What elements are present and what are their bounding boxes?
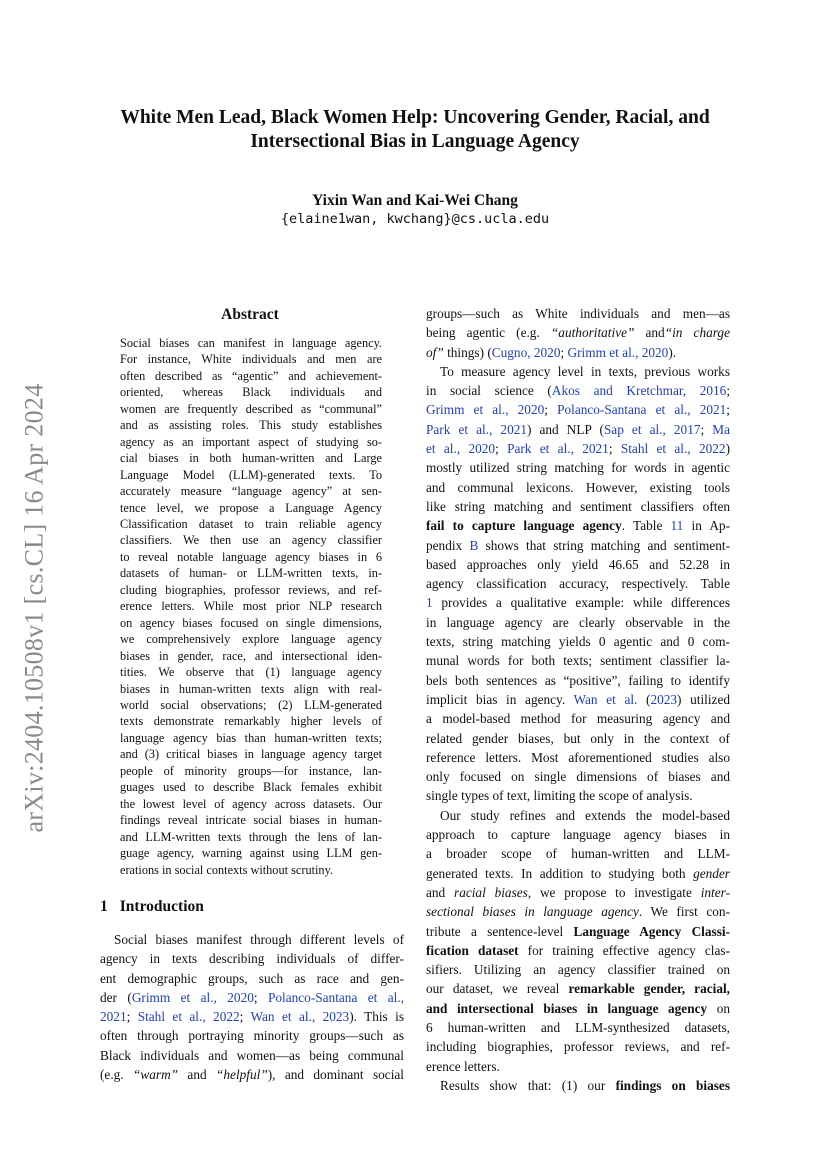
table-reference-link[interactable]: 1 [426,595,433,611]
text-line: ent demographic groups, such as race and gen- [100,970,404,986]
text-line: based approaches only yield 46.65 and 52.28 in [426,556,730,572]
citation-link[interactable]: Stahl et al., 2022 [620,441,726,457]
citation-link[interactable]: Wan et al., 2023 [250,1009,350,1025]
text-line [426,593,730,612]
text-line: bels both sentences as “positive”, failing to identify [426,672,730,688]
arxiv-identifier-stamp [22,365,48,850]
text-fragment: our dataset, we reveal [426,981,569,997]
citation-link[interactable]: Park et al., 2021 [426,421,528,437]
author-names: Yixin Wan and Kai-Wei Chang [312,192,518,209]
abstract-line: findings reveal intricate social biases in human- [120,813,382,828]
abstract-line: datasets of human- or LLM-written texts, in- [120,566,382,581]
text-line [426,999,730,1018]
citation-link[interactable]: Grimm et al., 2020 [426,402,545,418]
text-fragment: and [634,325,665,341]
text-fragment: in Ap- [683,518,730,534]
emphasis: sectional biases in language agency [426,904,639,920]
text-line: groups—such as White individuals and men—as [426,306,730,321]
abstract-line: we comprehensively explore language agency [120,632,382,647]
citation-link[interactable]: Akos and Kretchmar, 2016 [551,383,727,399]
citation-link[interactable]: 2021 [100,1009,127,1025]
citation-link[interactable]: Park et al., 2021 [507,441,609,457]
abstract-heading: Abstract [221,306,279,323]
text-line: like string matching and sentiment classifiers often [426,498,730,514]
citation-link[interactable]: et al., 2020 [426,441,496,457]
text-line: only focused on single dimensions of biases and [426,769,730,785]
text-fragment: ). [668,344,677,360]
text-fragment: ; [126,1009,138,1025]
text-line: including biographies, professor reviews, and ref- [426,1039,730,1055]
citation-link[interactable]: Grimm et al., 2020 [131,989,254,1005]
appendix-reference-link[interactable]: B [469,537,479,553]
text-line: Grimm et al., 2020; Polanco-Santana et al., 2021; [426,402,730,418]
text-fragment: utilized [681,691,730,707]
bold-phrase: findings on biases [615,1077,731,1093]
text-line: and communal lexicons. However, existing tools [426,479,730,495]
text-line: Black individuals and women—as being communal [100,1047,404,1063]
text-fragment: provides a qualitative example: while differences [432,595,730,611]
text-line: related gender biases, but only in the context of [426,730,730,746]
abstract-line: world social observations; (2) LLM-generated [120,697,382,712]
text-line [426,323,730,342]
text-line: munal words for both texts; sentiment classifier la- [426,653,730,669]
text-fragment: ). This is [349,1009,405,1025]
text-line: sifiers. Utilizing an agency classifier trained on [426,962,730,978]
text-fragment: ; [239,1009,251,1025]
text-fragment: , we propose to investigate [527,884,701,900]
text-fragment: and [426,884,455,900]
text-fragment: der ( [100,989,132,1005]
text-line: single types of text, limiting the scope of analysis. [426,788,693,804]
text-line [426,922,730,941]
text-line: et al., 2020; Park et al., 2021; Stahl et al., 2022) [426,441,730,457]
text-line [426,902,730,921]
text-line [426,883,730,902]
quoted-term: “authoritative” [550,325,635,341]
bold-phrase: fail to capture language agency [426,518,622,534]
text-line [426,516,730,535]
text-fragment: ; [253,989,268,1005]
text-line: reference letters. Most aforementioned studies also [426,749,730,765]
text-fragment: shows that string matching and sentiment- [478,537,731,553]
text-line [426,1076,730,1095]
abstract-line: the lowest level of agency across datasets. Our [120,796,382,811]
citation-link[interactable]: Polanco-Santana et al., 2021 [557,402,727,418]
paper-title [100,106,730,154]
abstract-line: agency as an important aspect of studying so- [120,434,382,449]
abstract-line: texts demonstrate remarkably higher levels of [120,714,382,729]
emphasis: inter- [700,884,730,900]
bold-phrase: fication dataset [426,942,519,958]
abstract-line: erence letters. While most prior NLP research [120,599,382,614]
text-line: 6 human-written and LLM-synthesized datasets, [426,1019,730,1035]
citation-link[interactable]: Sap et al., 2017 [603,421,701,437]
citation-link[interactable]: Stahl et al., 2022 [137,1009,240,1025]
text-line: in language agency are clearly observable in the [426,614,730,630]
text-line: Our study refines and extends the model-based [440,807,730,823]
abstract-body [120,335,382,878]
abstract-line: cial biases in both human-written and Large [120,451,382,466]
text-fragment: pendix [426,537,470,553]
abstract-line: cluding biographies, professor reviews, and ref- [120,582,382,597]
text-line: Social biases manifest through different levels of [114,932,404,947]
text-fragment: ) and NLP ( [527,421,604,437]
text-line [100,1065,404,1084]
text-line: a model-based method for measuring agency and [426,711,730,727]
text-fragment: (e.g. [100,1067,133,1083]
text-line: agency in texts describing individuals of differ- [100,951,404,967]
abstract-line: biases in gender, race, and intersectional iden- [120,648,382,663]
emphasis: racial biases [454,884,528,900]
text-line: a broader scope of human-written and LLM- [426,846,730,862]
text-fragment: implicit bias in agency. [426,691,574,707]
text-line [426,536,730,555]
text-line [426,941,730,960]
bold-phrase: and intersectional biases in language agency [426,1000,708,1016]
text-line: erence letters. [426,1058,500,1074]
right-column [426,304,730,1095]
text-line: implicit bias in agency. Wan et al. (2023) utilized [426,691,730,707]
section-heading-introduction [100,898,204,916]
text-line: of” things) (Cugno, 2020; Grimm et al., 2020). [426,344,677,360]
abstract-line: guage agency, warning against using LLM gen- [120,846,382,861]
text-fragment: ), and dominant social [267,1067,404,1083]
text-line: texts, string matching yields 0 agentic and 0 com- [426,634,730,650]
text-line: Park et al., 2021) and NLP (Sap et al., 2017; Ma [426,421,730,437]
text-fragment: for training effective agency clas- [518,942,730,958]
abstract-line: people of minority groups—for instance, lan- [120,763,382,778]
abstract-line: accurately measure “language agency” at sen- [120,484,382,499]
text-line [426,864,730,883]
abstract-line: Social biases can manifest in language agency. [120,336,382,350]
quoted-term: “warm” [132,1067,179,1083]
text-fragment: things) ( [443,344,492,360]
abstract-line: classifiers. We then use an agency classifier [120,533,382,548]
abstract-line: For instance, White individuals and men are [120,352,382,367]
section-title: Introduction [119,898,204,915]
citation-link[interactable]: Ma [712,421,730,437]
text-line: agency classification accuracy, respectively. Table [426,576,730,592]
text-line: often through portraying minority groups—such as [100,1028,404,1044]
abstract-line: oriented, whereas Black individuals and [120,385,382,400]
text-fragment: . We first con- [638,904,730,920]
table-reference-link[interactable]: 11 [670,518,684,534]
title-line: Intersectional Bias in Language Agency [250,131,580,152]
citation-link[interactable]: 2023 [650,691,678,707]
abstract-line: and (3) critical biases in language agency target [120,747,382,762]
text-line [426,979,730,998]
abstract-line: Language Model (LLM)-generated texts. To [120,467,382,482]
text-fragment: being agentic (e.g. [426,325,551,341]
abstract-line: often described as “agentic” and achievement- [120,368,382,383]
abstract-line: tities. We observe that (1) language agency [120,665,382,680]
quoted-term: of” [426,344,444,360]
arxiv-identifier-text: arXiv:2404.10508v1 [cs.CL] 16 Apr 2024 [20,382,49,833]
emphasis: gender [693,865,730,881]
text-line [100,1007,404,1026]
section-number: 1 [100,898,108,915]
title-line: White Men Lead, Black Women Help: Uncovering Gender, Racial, and [120,107,710,128]
text-fragment: . Table [621,518,671,534]
text-fragment: Results show that: (1) our [440,1077,616,1093]
abstract-line: women are frequently described as “communal” [120,401,382,416]
text-fragment: and [178,1067,216,1083]
abstract-line: and as assisting roles. This study establishes [120,418,382,433]
text-line [100,988,404,1007]
abstract-line: guages used to describe Black females exhibit [120,780,382,795]
introduction-left-column [100,930,404,1084]
abstract-line: language agency bias than human-written texts; [120,730,382,745]
abstract-line: Classification dataset to train reliable agency [120,516,382,531]
bold-phrase: remarkable gender, racial, [568,981,730,997]
text-line: To measure agency level in texts, previous works [440,363,730,379]
citation-link[interactable]: Cugno, 2020 [491,344,561,360]
author-email: {elaine1wan, kwchang}@cs.ucla.edu [280,211,550,227]
abstract-line: biases in human-written texts align with real- [120,681,382,696]
text-line: in social science (Akos and Kretchmar, 2016; [426,383,731,399]
text-line: approach to capture language agency biases in [426,827,730,843]
text-line: mostly utilized string matching for words in agentic [426,460,730,476]
bold-phrase: Language Agency Classi- [573,923,730,939]
abstract-line: on agency biases focused on single dimensions, [120,615,382,630]
quoted-term: “helpful” [216,1067,268,1083]
abstract-line: to reveal notable language agency biases in 6 [120,549,382,564]
quoted-term: “in charge [664,325,730,341]
text-fragment: on [707,1000,730,1016]
citation-link[interactable]: Polanco-Santana et al., [267,989,404,1005]
abstract-line: and LLM-written texts through the lens of lan- [120,829,382,844]
abstract-line: erations in social contexts without scrutiny. [120,862,333,877]
citation-link[interactable]: Grimm et al., 2020 [567,344,669,360]
text-fragment: tribute a sentence-level [426,923,574,939]
citation-link[interactable]: Wan et al. [573,691,638,707]
abstract-line: tence level, we propose a Language Agency [120,500,382,515]
text-fragment: generated texts. In addition to studying both [426,865,694,881]
text-fragment: in social science ( [426,383,552,399]
